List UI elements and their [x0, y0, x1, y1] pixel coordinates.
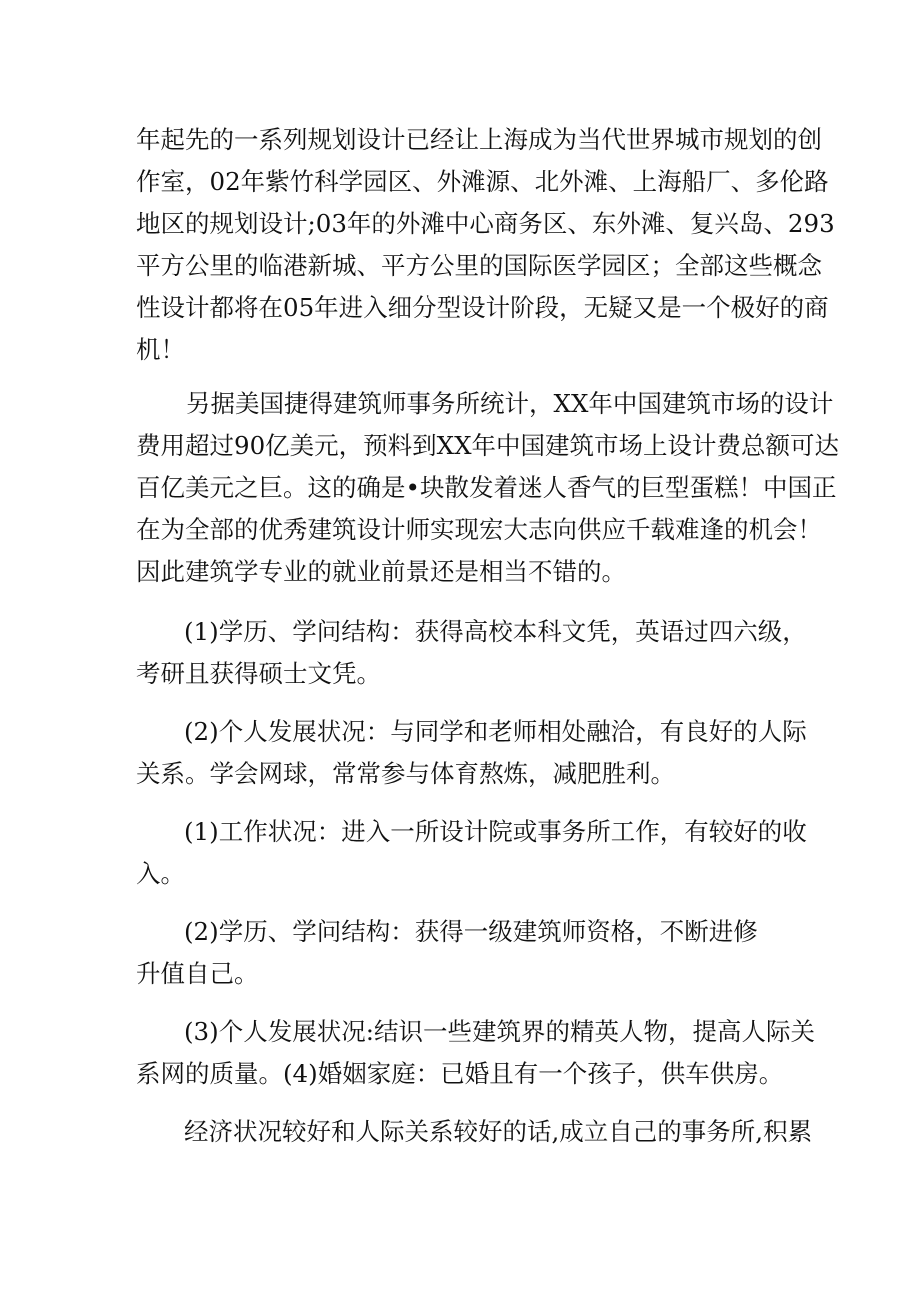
text-line: (2)个人发展状况：与同学和老师相处融洽，有良好的人际 — [184, 717, 807, 746]
text-line: 系网的质量。(4)婚姻家庭：已婚且有一个孩子，供车供房。 — [136, 1059, 784, 1088]
text-line: 机！ — [136, 335, 185, 364]
paragraph-shanghai-planning — [136, 119, 835, 371]
text-line: (1)学历、学问结构：获得高校本科文凭，英语过四六级， — [184, 617, 807, 646]
text-line: 性设计都将在05年进入细分型设计阶段，无疑又是一个极好的商 — [136, 293, 829, 322]
text-line: (1)工作状况：进入一所设计院或事务所工作，有较好的收 — [184, 817, 807, 846]
paragraph-work-status — [136, 811, 807, 895]
text-line: 经济状况较好和人际关系较好的话,成立自己的事务所,积累 — [184, 1117, 813, 1146]
text-line: 百亿美元之巨。这的确是•块散发着迷人香气的巨型蛋糕！中国正 — [136, 473, 837, 502]
text-line: 升值自己。 — [136, 959, 259, 988]
paragraph-personal-development — [136, 711, 807, 795]
document-body — [136, 119, 840, 1153]
paragraph-qualification — [136, 911, 796, 995]
text-line: 在为全部的优秀建筑设计师实现宏大志向供应千载难逢的机会！ — [136, 515, 822, 544]
text-line: 平方公里的临港新城、平方公里的国际医学园区；全部这些概念 — [136, 251, 822, 280]
paragraph-future-firm — [136, 1111, 813, 1153]
text-line: 费用超过90亿美元，预料到XX年中国建筑市场上设计费总额可达 — [136, 431, 840, 460]
text-line: 年起先的一系列规划设计已经让上海成为当代世界城市规划的创 — [136, 125, 822, 154]
text-line: 另据美国捷得建筑师事务所统计，XX年中国建筑市场的设计 — [186, 389, 834, 418]
paragraph-education-structure — [136, 611, 807, 695]
text-line: 地区的规划设计;03年的外滩中心商务区、东外滩、复兴岛、293 — [136, 209, 835, 238]
text-line: 入。 — [136, 859, 185, 888]
paragraph-network-family — [136, 1011, 815, 1095]
text-line: 作室，02年紫竹科学园区、外滩源、北外滩、上海船厂、多伦路 — [136, 167, 829, 196]
text-line: (2)学历、学问结构：获得一级建筑师资格，不断进修 — [184, 917, 758, 946]
text-line: (3)个人发展状况:结识一些建筑界的精英人物，提高人际关 — [184, 1017, 815, 1046]
paragraph-market-statistics — [136, 383, 840, 593]
text-line: 因此建筑学专业的就业前景还是相当不错的。 — [136, 557, 626, 586]
text-line: 考研且获得硕士文凭。 — [136, 659, 381, 688]
text-line: 关系。学会网球，常常参与体育熬炼，减肥胜利。 — [136, 759, 675, 788]
